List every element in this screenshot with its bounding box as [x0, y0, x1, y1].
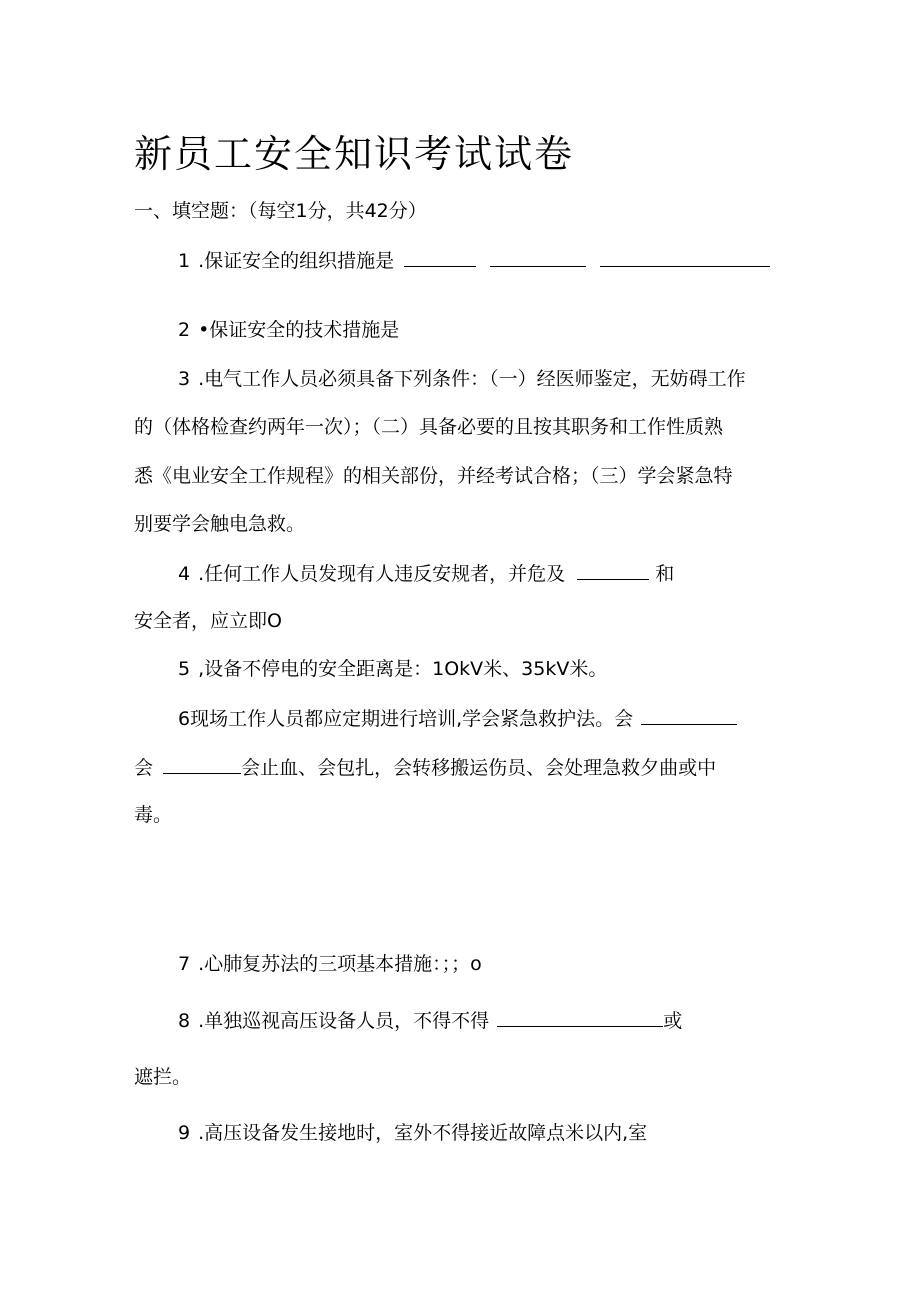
answer-blank[interactable]	[490, 246, 586, 267]
question-number: 1	[178, 250, 191, 272]
question-text: .心肺复苏法的三项基本措施：；；o	[198, 953, 482, 975]
question-text: .高压设备发生接地时，室外不得接近故障点米以内,室	[198, 1122, 648, 1144]
question-1	[178, 246, 770, 275]
answer-blank[interactable]	[577, 559, 649, 580]
question-3-line-2: 的（体格检查约两年一次）；（二）具备必要的且按其职务和工作性质熟	[134, 416, 724, 438]
answer-blank[interactable]	[641, 704, 737, 725]
question-text: .电气工作人员必须具备下列条件：（一）经医师鉴定，无妨碍工作	[198, 368, 746, 390]
question-9	[178, 1119, 647, 1147]
question-number: 9	[178, 1122, 191, 1144]
question-6-line-2	[134, 753, 716, 782]
question-6-line-3: 毒。	[134, 804, 173, 826]
answer-blank[interactable]	[600, 246, 770, 267]
page-title: 新员工安全知识考试试卷	[134, 132, 575, 176]
question-4-line-1	[178, 559, 674, 588]
question-4-line-2: 安全者，应立即O	[134, 610, 282, 632]
question-text: 6现场工作人员都应定期进行培训,学会紧急救护法。会	[178, 708, 634, 730]
question-text: .保证安全的组织措施是	[198, 250, 395, 272]
question-text: .任何工作人员发现有人违反安规者，并危及	[198, 563, 566, 585]
question-number: 2	[178, 319, 191, 341]
question-2	[178, 316, 399, 344]
question-number: 7	[178, 953, 191, 975]
question-text: •保证安全的技术措施是	[198, 319, 400, 341]
answer-blank[interactable]	[497, 1006, 663, 1027]
question-text: 会止血、会包扎，会转移搬运伤员、会处理急救夕曲或中	[241, 757, 717, 779]
question-number: 8	[178, 1010, 191, 1032]
question-text: ,设备不停电的安全距离是：1OkV米、35kV米。	[198, 658, 608, 680]
question-text: 或	[663, 1010, 683, 1032]
question-8-line-2: 遮拦。	[134, 1066, 192, 1088]
question-3-line-4: 别要学会触电急救。	[134, 513, 306, 535]
question-number: 5	[178, 658, 191, 680]
question-number: 3	[178, 368, 191, 390]
question-text: 和	[655, 563, 675, 585]
question-3-line-1	[178, 365, 746, 393]
answer-blank[interactable]	[163, 753, 241, 774]
section-heading: 一、填空题：（每空1分，共42分）	[134, 200, 427, 222]
question-number: 4	[178, 563, 191, 585]
question-text: 会	[134, 757, 154, 779]
question-7	[178, 950, 482, 978]
question-3-line-3: 悉《电业安全工作规程》的相关部份，并经考试合格；（三）学会紧急特	[134, 465, 733, 487]
question-text: .单独巡视高压设备人员，不得不得	[198, 1010, 490, 1032]
question-6-line-1	[178, 704, 737, 733]
question-8-line-1	[178, 1006, 682, 1035]
question-5	[178, 655, 607, 683]
answer-blank[interactable]	[404, 246, 476, 267]
